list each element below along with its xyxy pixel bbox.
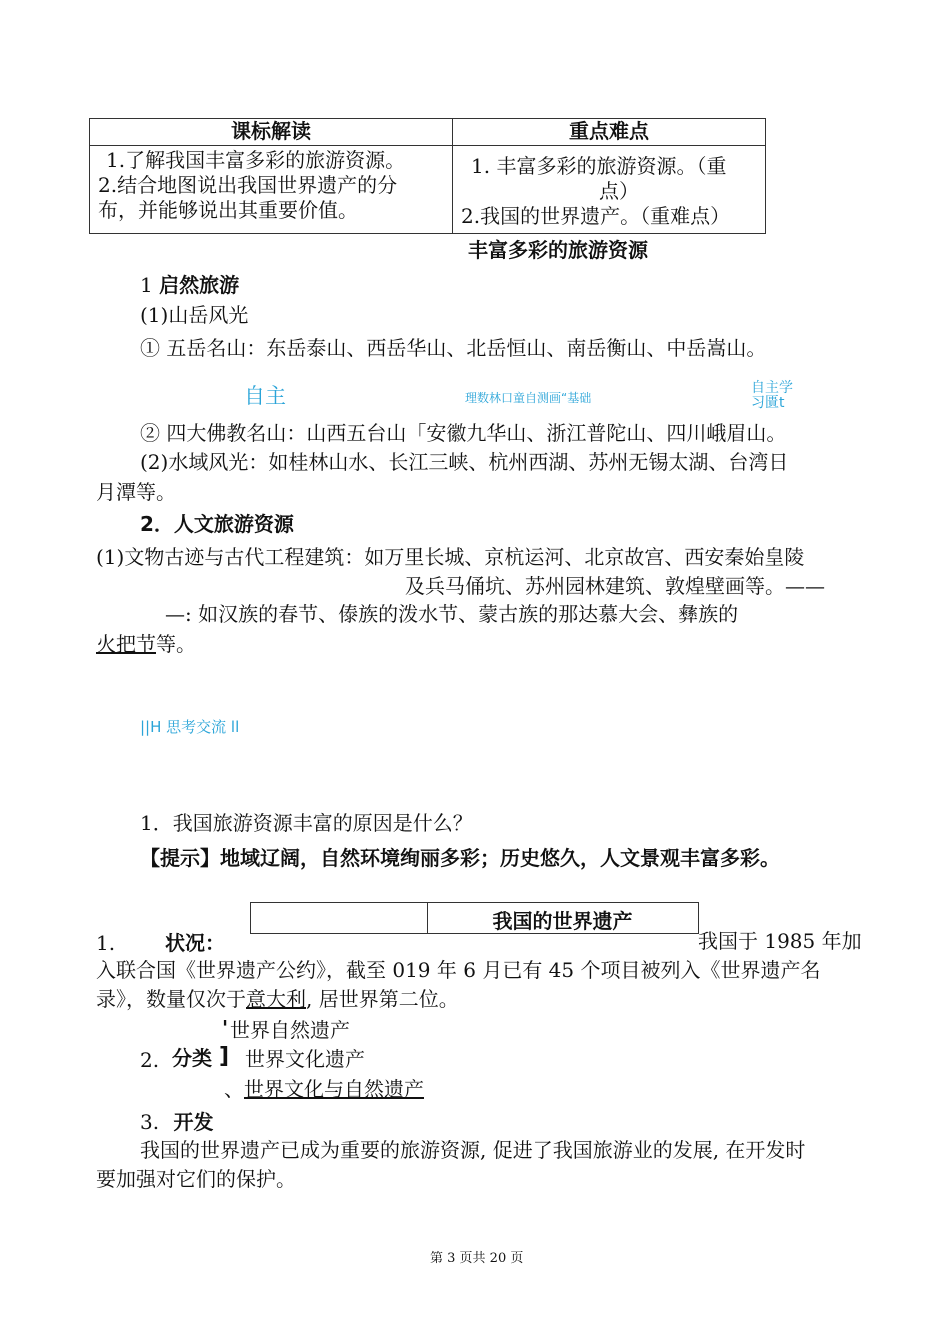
stamp-self-test: 理数林口童自测画“基础 (465, 391, 592, 405)
cultural-line-4 (96, 632, 196, 656)
table-header-standards: 课标解读 (90, 119, 453, 146)
stamp-self-study (751, 381, 793, 411)
class-mixed-prefix: 、 (224, 1077, 244, 1101)
table-cell-standards (90, 146, 453, 234)
stamp-zizhu: 自主 (244, 384, 286, 408)
five-mountains-line: ① 五岳名山：东岳泰山、西岳华山、北岳恒山、南岳衡山、中岳嵩山。 (140, 336, 767, 360)
development-heading (140, 1110, 213, 1134)
classification-mark: ' (222, 1016, 229, 1040)
stamp-self-study-top: 自主学 (751, 380, 793, 396)
status-line-3-pre: 录》，数量仅次于 (96, 987, 246, 1011)
status-line-3 (96, 987, 459, 1011)
standard-line: 布，并能够说出其重要价值。 (98, 198, 358, 222)
hint-label: 【提示】 (140, 846, 220, 870)
status-label: 状况： (165, 931, 225, 955)
key-point-line: 点） (599, 179, 639, 203)
classification-number: 2. (140, 1048, 160, 1072)
torch-festival: 火把节 (96, 632, 156, 656)
buddhist-mountains-line: ② 四大佛教名山：山西五台山「安徽九华山、浙江普陀山、四川峨眉山。 (140, 421, 787, 445)
development-line-1: 我国的世界遗产已成为重要的旅游资源, 促进了我国旅游业的发展, 在开发时 (140, 1138, 806, 1162)
standard-line: 1.了解我国丰富多彩的旅游资源。 (106, 148, 406, 172)
cultural-heading: 2．人文旅游资源 (140, 512, 294, 536)
think-question: 1．我国旅游资源丰富的原因是什么？ (140, 811, 473, 835)
cultural-line-3: —: 如汉族的春节、傣族的泼水节、蒙古族的那达慕大会、彝族的 (165, 602, 739, 626)
status-line-2: 入联合国《世界遗产公约》，截至 019 年 6 月已有 45 个项目被列入《世界遗产名 (96, 958, 821, 982)
development-number: 3. (140, 1110, 160, 1134)
class-mixed: 世界文化与自然遗产 (244, 1077, 424, 1101)
think-exchange-label: ||H 思考交流 ll (140, 718, 240, 736)
water-line-2: 月潭等。 (96, 480, 176, 504)
cultural-line-2: 及兵马俑坑、苏州园林建筑、敦煌壁画等。—— (405, 574, 825, 598)
page-footer: 第 3 页共 20 页 (430, 1251, 524, 1266)
standard-line: 2.结合地图说出我国世界遗产的分 (98, 173, 398, 197)
table-cell-key-points (453, 146, 766, 234)
table-header-key-points: 重点难点 (453, 119, 766, 146)
hint-text: 地域辽阔，自然环境绚丽多彩；历史悠久，人文景观丰富多彩。 (220, 846, 780, 870)
key-point-line: 1. 丰富多彩的旅游资源。（重 (471, 154, 727, 178)
heritage-title: 我国的世界遗产 (492, 909, 633, 933)
cultural-line-4-rest: 等。 (156, 632, 196, 656)
development-label: 开发 (173, 1110, 214, 1134)
hint-line (140, 846, 780, 870)
natural-heading-text: 启然旅游 (159, 273, 240, 297)
water-line-1: (2)水域风光：如桂林山水、长江三峡、杭州西湖、苏州无锡太湖、台湾日 (140, 450, 789, 474)
class-natural: 世界自然遗产 (230, 1018, 350, 1042)
status-number: 1. (96, 931, 116, 955)
key-point-line: 2.我国的世界遗产。（重难点） (461, 204, 731, 228)
italy: 意大利 (246, 987, 306, 1011)
status-tail: 我国于 1985 年加 (698, 929, 862, 953)
natural-heading-number: 1 (140, 273, 153, 297)
development-line-2: 要加强对它们的保护。 (96, 1167, 296, 1191)
heritage-title-box (250, 902, 699, 934)
class-cultural: 世界文化遗产 (245, 1047, 365, 1071)
section-title-resources: 丰富多彩的旅游资源 (468, 238, 648, 262)
objectives-table (89, 118, 766, 234)
cultural-line-1: (1)文物古迹与古代工程建筑：如万里长城、京杭运河、北京故宫、西安秦始皇陵 (96, 545, 805, 569)
status-line-3-post: , 居世界第二位。 (306, 987, 459, 1011)
classification-label: 分类 (172, 1046, 212, 1070)
stamp-self-study-bottom: 习匱t (751, 395, 785, 411)
natural-heading (140, 273, 239, 297)
class-mixed-line (224, 1077, 424, 1101)
mountain-label: (1)山岳风光 (140, 303, 249, 327)
classification-bracket: ] (219, 1044, 230, 1069)
